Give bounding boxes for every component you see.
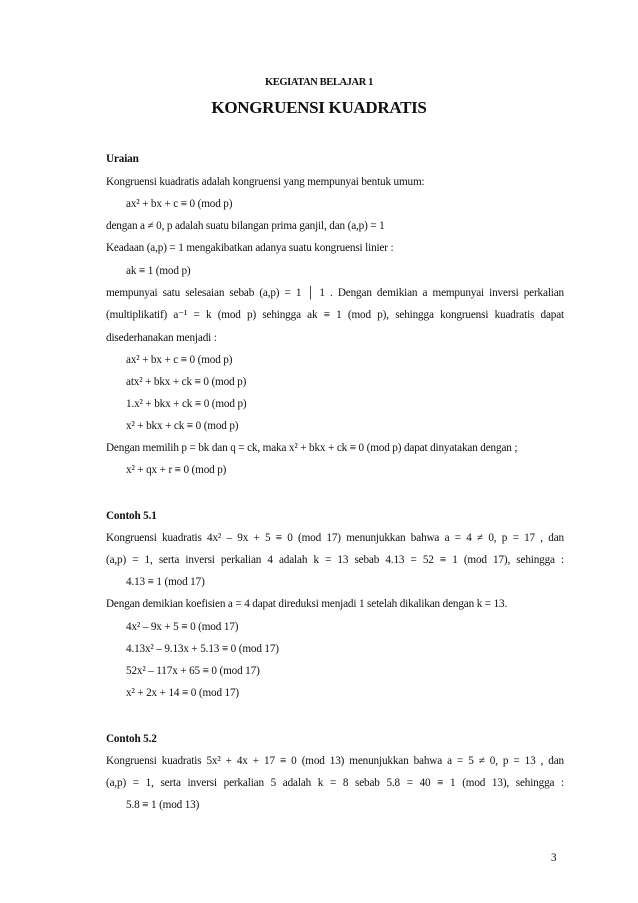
paragraph-line: (a,p) = 1, serta inversi perkalian 5 adalah k = 8 sebab 5.8 = 40 ≡ 1 (mod 13), sehingga :	[106, 777, 564, 789]
formula-line: x² + bkx + ck ≡ 0 (mod p)	[126, 420, 239, 432]
paragraph-line: Dengan memilih p = bk dan q = ck, maka x² + bkx + ck ≡ 0 (mod p) dapat dinyatakan dengan ;	[106, 442, 518, 454]
paragraph-line: (multiplikatif) a⁻¹ = k (mod p) sehingga ak ≡ 1 (mod p), sehingga kongruensi kuadratis dapat	[106, 309, 564, 321]
formula-line: atx² + bkx + ck ≡ 0 (mod p)	[126, 376, 247, 388]
page-title: KONGRUENSI KUADRATIS	[211, 98, 427, 117]
paragraph-line: disederhanakan menjadi :	[106, 332, 217, 344]
paragraph-line: Kongruensi kuadratis 5x² + 4x + 17 ≡ 0 (mod 13) menunjukkan bahwa a = 5 ≠ 0, p = 13 , dan	[106, 755, 564, 767]
formula-line: 1.x² + bkx + ck ≡ 0 (mod p)	[126, 398, 247, 410]
formula-line: 4.13x² – 9.13x + 5.13 ≡ 0 (mod 17)	[126, 643, 279, 655]
paragraph-line: Kongruensi kuadratis 4x² – 9x + 5 ≡ 0 (mod 17) menunjukkan bahwa a = 4 ≠ 0, p = 17 , dan	[106, 532, 564, 544]
section-heading-uraian: Uraian	[106, 153, 139, 165]
paragraph-line: mempunyai satu selesaian sebab (a,p) = 1 │ 1 . Dengan demikian a mempunyai inversi perkalian	[106, 287, 564, 299]
section-heading-contoh-5-2: Contoh 5.2	[106, 733, 157, 745]
formula-line: ax² + bx + c ≡ 0 (mod p)	[126, 198, 233, 210]
formula-line: x² + 2x + 14 ≡ 0 (mod 17)	[126, 687, 239, 699]
page-number: 3	[551, 852, 557, 864]
formula-line: 5.8 ≡ 1 (mod 13)	[126, 799, 200, 811]
paragraph-line: Dengan demikian koefisien a = 4 dapat direduksi menjadi 1 setelah dikalikan dengan k = 13.	[106, 598, 508, 610]
formula-line: 52x² – 117x + 65 ≡ 0 (mod 17)	[126, 665, 260, 677]
formula-line: 4x² – 9x + 5 ≡ 0 (mod 17)	[126, 621, 239, 633]
formula-line: ak ≡ 1 (mod p)	[126, 265, 191, 277]
paragraph-line: dengan a ≠ 0, p adalah suatu bilangan prima ganjil, dan (a,p) = 1	[106, 220, 385, 232]
paragraph-line: (a,p) = 1, serta inversi perkalian 4 adalah k = 13 sebab 4.13 = 52 ≡ 1 (mod 17), sehingga :	[106, 554, 564, 566]
formula-line: x² + qx + r ≡ 0 (mod p)	[126, 464, 227, 476]
paragraph-line: Keadaan (a,p) = 1 mengakibatkan adanya suatu kongruensi linier :	[106, 242, 394, 254]
paragraph-line: Kongruensi kuadratis adalah kongruensi yang mempunyai bentuk umum:	[106, 176, 425, 188]
activity-label: KEGIATAN BELAJAR 1	[265, 77, 373, 88]
formula-line: 4.13 ≡ 1 (mod 17)	[126, 576, 205, 588]
section-heading-contoh-5-1: Contoh 5.1	[106, 510, 157, 522]
formula-line: ax² + bx + c ≡ 0 (mod p)	[126, 354, 233, 366]
